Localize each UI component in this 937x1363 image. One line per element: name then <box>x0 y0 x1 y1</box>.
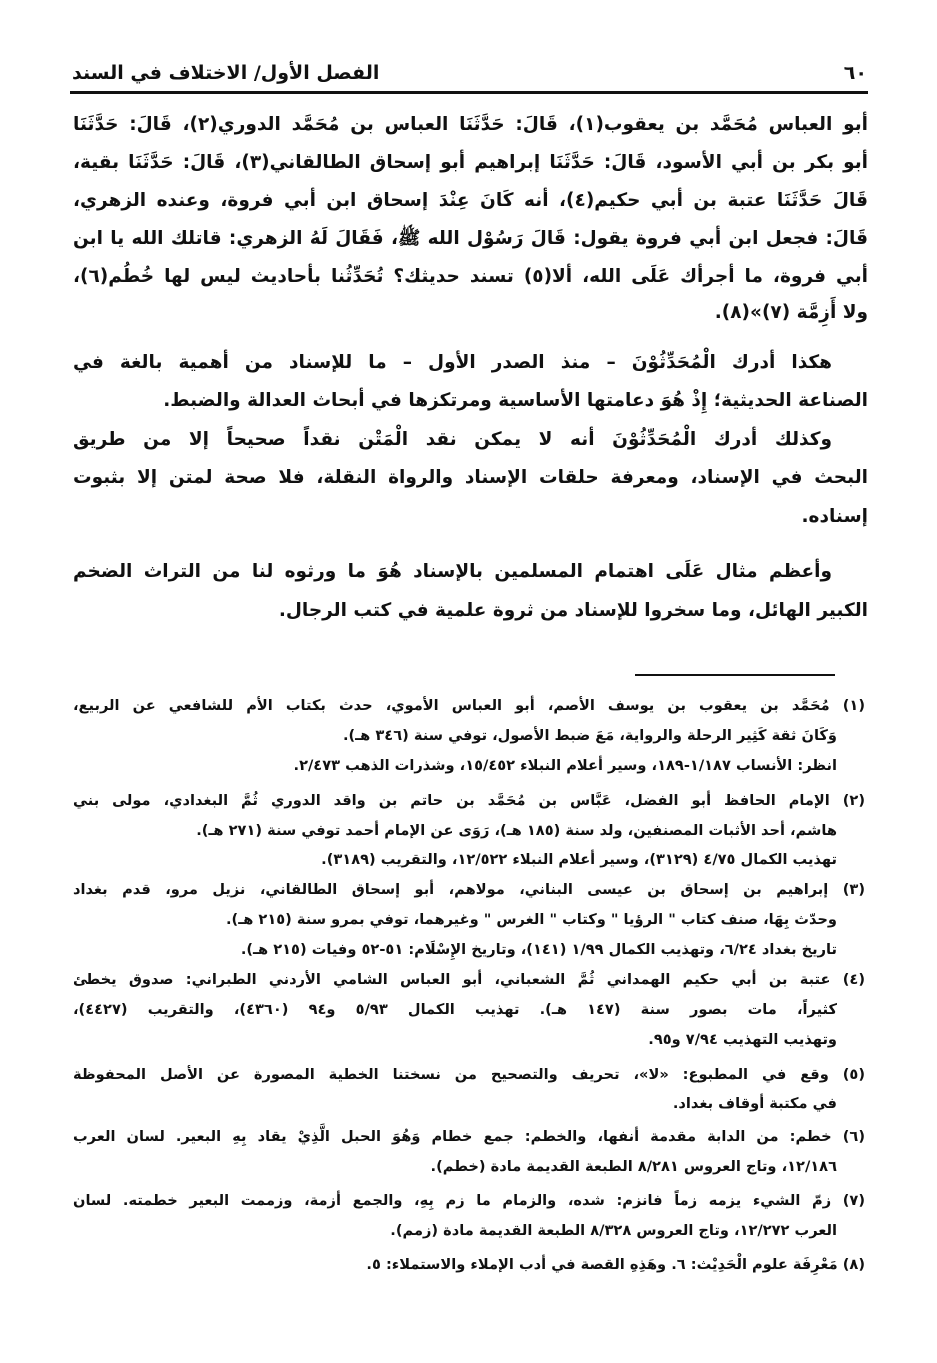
footnote-separator <box>635 674 835 676</box>
header-rule <box>70 91 868 94</box>
footnote-2-line: تهذيب الكمال ٤/٧٥ (٣١٢٩)، وسير أعلام النبلاء ١٢/٥٢٢، والتقريب (٣١٨٩). <box>321 851 837 868</box>
body-line: وكذلك أدرك الْمُحَدِّثُوْنَ أنه لا يمكن نقد الْمَتْن نقداً صحيحاً إلا من طريق <box>73 429 832 450</box>
footnote-1-line: وَكَانَ ثقة كَثِير الرحلة والرواية، مَعَ ضبط الأصول، توفي سنة (٣٤٦ هـ). <box>342 727 837 744</box>
body-line: أبو بكر بن أبي الأسود، قَالَ: حَدَّثَنَا إبراهيم أبو إسحاق الطالقاني(٣)، قَالَ: حَدَّثَنَا بقية، <box>73 152 869 173</box>
body-line: إسناده. <box>801 506 868 527</box>
footnote-3-line: وحدّث بِهَا، صنف كتاب " الرؤيا " وكتاب " الغرس " وغيرهما، توفي بمرو سنة (٢١٥ هـ). <box>226 911 837 928</box>
footnote-5-line: في مكتبة أوقاف بغداد. <box>672 1095 837 1112</box>
body-line: قَالَ: فجعل ابن أبي فروة يقول: قَالَ رَسُوْل الله ﷺ، فَقَالَ لَهُ الزهري: قاتلك الله يا ابن <box>73 228 868 249</box>
body-line: الكبير الهائل، وما سخروا للإسناد من ثروة علمية في كتب الرجال. <box>278 600 868 621</box>
running-header-title: الفصل الأول/ الاختلاف في السند <box>72 62 380 84</box>
footnote-4: (٤) عتبة بن أبي حكيم الهمداني ثُمَّ الشعباني، أبو العباس الشامي الأردني الطبراني: صدوق يخطئ <box>73 971 865 988</box>
body-line: أبو العباس مُحَمَّد بن يعقوب(١)، قَالَ: حَدَّثَنَا العباس بن مُحَمَّد الدوري(٢)، قَالَ: حَدَّثَنَا <box>73 114 868 135</box>
body-line: أبي فروة، ما أجرأك عَلَى الله، ألا(٥) تسند حديثك؟ تُحَدِّثُنا بأحاديث ليس لها خُطُم(٦)، <box>73 266 868 287</box>
footnote-4-line: كثيراً، مات بصور سنة (١٤٧ هـ). تهذيب الكمال ٥/٩٣ و٩٤ (٤٣٦٠)، والتقريب (٤٤٢٧)، <box>73 1001 837 1018</box>
footnote-3: (٣) إبراهيم بن إسحاق بن عيسى البناني، مولاهم، أبو إسحاق الطالقاني، نزيل مرو، قدم بغداد <box>73 881 865 898</box>
footnote-7-line: العرب ١٢/٢٧٢، وتاج العروس ٨/٣٢٨ الطبعة القديمة مادة (زمم). <box>390 1222 837 1239</box>
footnote-8: (٨) مَعْرِفَة علوم الْحَدِيْث: ٦. وهَذِهِ القصة في أدب الإملاء والاستملاء: ٥. <box>366 1256 865 1273</box>
body-line: الصناعة الحديثية؛ إِذْ هُوَ دعامتها الأساسية ومرتكزها في أبحاث العدالة والضبط. <box>163 390 868 411</box>
body-line: ولا أَزِمَّة (٧)»(٨). <box>714 302 868 323</box>
footnote-4-line: وتهذيب التهذيب ٧/٩٤ و٩٥. <box>648 1031 837 1048</box>
body-line: هكذا أدرك الْمُحَدِّثُوْنَ – منذ الصدر الأول – ما للإسناد من أهمية بالغة في <box>73 352 832 373</box>
body-line: البحث في الإسناد، ومعرفة حلقات الإسناد والرواة النقلة، فلا صحة لمتن إلا بثبوت <box>73 467 868 488</box>
footnote-2-line: هاشم، أحد الأثبات المصنفين، ولد سنة (١٨٥ هـ)، رَوَى عن الإمام أحمد توفي سنة (٢٧١ هـ). <box>196 822 837 839</box>
body-line: قَالَ حَدَّثَنَا عتبة بن أبي حكيم(٤)، أنه كَانَ عِنْدَ إسحاق ابن أبي فروة، وعنده الزهري، <box>73 190 868 211</box>
footnote-5: (٥) وقع في المطبوع: «لا»، تحريف والتصحيح من نسختنا الخطية المصورة عن الأصل المحفوظة <box>73 1066 865 1083</box>
page-number: ٦٠ <box>843 62 867 84</box>
footnote-1-line: انظر: الأنساب ١/١٨٧-١٨٩، وسير أعلام النبلاء ١٥/٤٥٢، وشذرات الذهب ٢/٤٧٣. <box>293 757 837 774</box>
footnote-6: (٦) خطم: من الدابة مقدمة أنفها، والخطم: جمع خطام وَهُوَ الحبل الَّذِيْ يقاد بِهِ البعير. لسان العرب <box>73 1128 865 1145</box>
footnote-6-line: ١٢/١٨٦، وتاج العروس ٨/٢٨١ الطبعة القديمة مادة (خطم). <box>430 1158 837 1175</box>
footnote-1: (١) مُحَمَّد بن يعقوب بن يوسف الأصم، أبو العباس الأموي، حدث بكتاب الأم للشافعي عن الربيع، <box>73 697 865 714</box>
footnote-2: (٢) الإمام الحافظ أبو الفضل، عَبَّاس بن مُحَمَّد بن حاتم بن واقد الدوري ثُمَّ البغدادي، مولى بني <box>73 792 865 809</box>
footnote-7: (٧) زمّ الشيء يزمه زماً فانزم: شده، والزمام ما زم بِهِ، والجمع أزمة، وزممت البعير خطمته. لسان <box>73 1192 865 1209</box>
footnote-3-line: تاريخ بغداد ٦/٢٤، وتهذيب الكمال ١/٩٩ (١٤١)، وتاريخ الإِسْلَام: ٥١-٥٢ وفيات (٢١٥ هـ). <box>240 941 837 958</box>
body-line: وأعظم مثال عَلَى اهتمام المسلمين بالإسناد هُوَ ما ورثوه لنا من التراث الضخم <box>73 561 832 582</box>
